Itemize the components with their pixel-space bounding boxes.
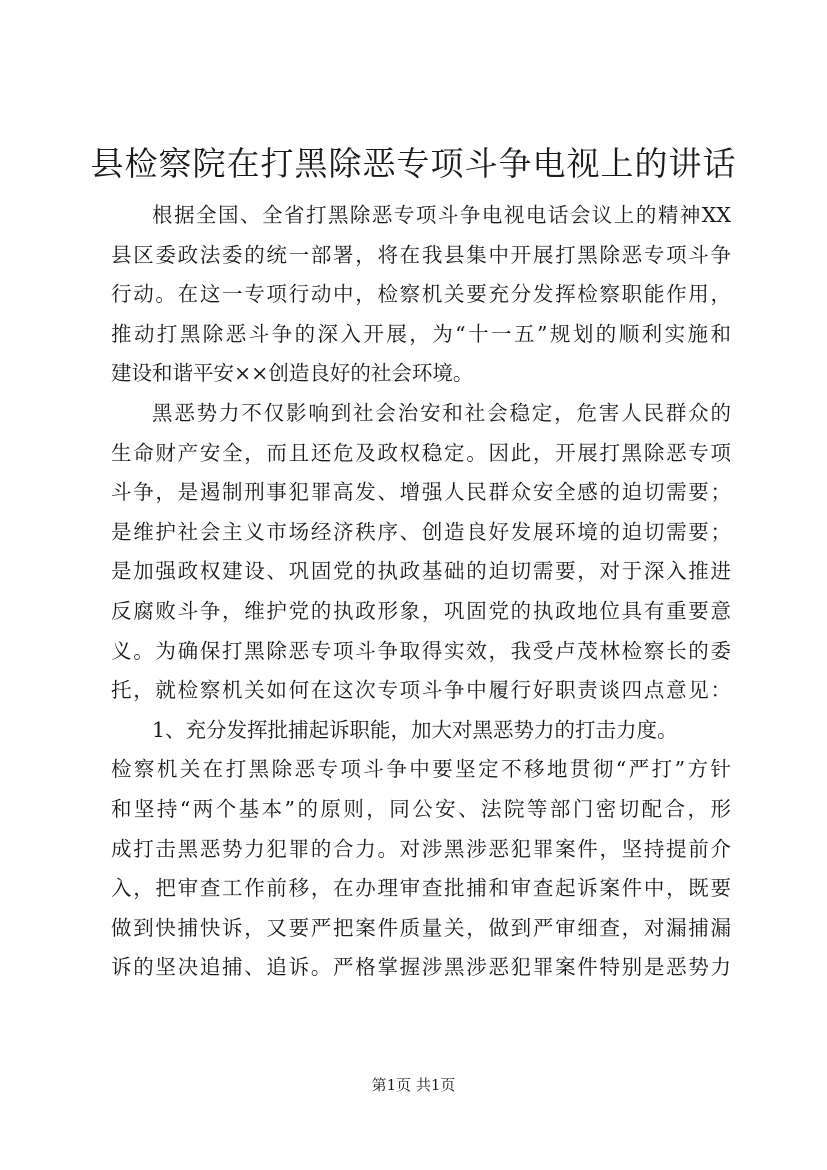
text-line: 反腐败斗争，维护党的执政形象，巩固党的执政地位具有重要意	[111, 598, 731, 623]
text-line: 行动。在这一专项行动中，检察机关要充分发挥检察职能作用，	[111, 282, 731, 307]
text-line: 检察机关在打黑除恶专项斗争中要坚定不移地贯彻“严打”方针	[111, 757, 731, 782]
text-line: 1、充分发挥批捕起诉职能，加大对黑恶势力的打击力度。	[152, 717, 678, 742]
text-line: 黑恶势力不仅影响到社会治安和社会稳定，危害人民群众的	[152, 400, 731, 425]
text-line: 斗争，是遏制刑事犯罪高发、增强人民群众安全感的迫切需要；	[111, 480, 731, 505]
text-line: 推动打黑除恶斗争的深入开展，为“十一五”规划的顺利实施和	[111, 321, 731, 346]
page-footer: 第1页 共1页	[371, 1076, 456, 1094]
document-title: 县检察院在打黑除恶专项斗争电视上的讲话	[90, 144, 737, 183]
text-line: 县区委政法委的统一部署，将在我县集中开展打黑除恶专项斗争	[111, 242, 731, 267]
text-line: 成打击黑恶势力犯罪的合力。对涉黑涉恶犯罪案件，坚持提前介	[111, 836, 731, 861]
text-line: 义。为确保打黑除恶专项斗争取得实效，我受卢茂林检察长的委	[111, 638, 731, 663]
text-line: 生命财产安全，而且还危及政权稳定。因此，开展打黑除恶专项	[111, 440, 731, 465]
text-line: 和坚持“两个基本”的原则，同公安、法院等部门密切配合，形	[111, 796, 731, 821]
text-line: 诉的坚决追捕、追诉。严格掌握涉黑涉恶犯罪案件特别是恶势力	[111, 955, 731, 980]
text-line: 是维护社会主义市场经济秩序、创造良好发展环境的迫切需要；	[111, 519, 731, 544]
document-body	[111, 196, 731, 988]
text-line: 是加强政权建设、巩固党的执政基础的迫切需要，对于深入推进	[111, 559, 731, 584]
text-line: 建设和谐平安××创造良好的社会环境。	[111, 361, 474, 386]
text-line: 根据全国、全省打黑除恶专项斗争电视电话会议上的精神XX	[152, 203, 731, 227]
text-line: 入，把审查工作前移，在办理审查批捕和审查起诉案件中，既要	[111, 876, 731, 901]
text-line: 托，就检察机关如何在这次专项斗争中履行好职责谈四点意见：	[111, 678, 731, 703]
text-line: 做到快捕快诉，又要严把案件质量关，做到严审细查，对漏捕漏	[111, 915, 731, 940]
